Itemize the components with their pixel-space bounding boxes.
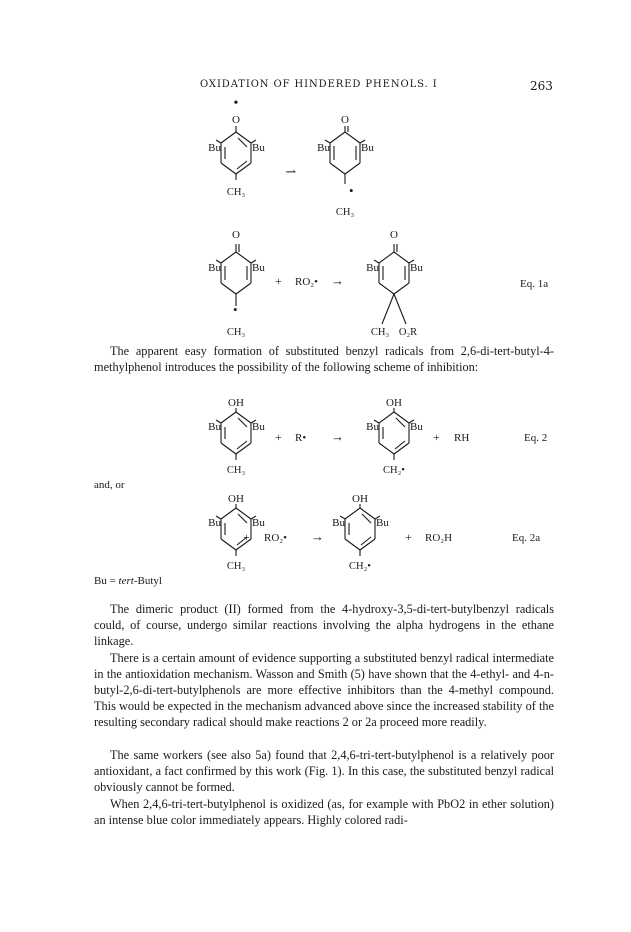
product-rh: RH: [454, 432, 470, 444]
oxygen-label: O: [232, 114, 240, 126]
equation-label-2: Eq. 2: [524, 432, 548, 444]
ring-bond: [379, 412, 394, 423]
bu-label: Bu: [366, 262, 379, 274]
bu-label: Bu: [410, 421, 423, 433]
bu-label: Bu: [208, 421, 221, 433]
resonance-arrow: ⇀: [285, 164, 297, 179]
equation-label-2a: Eq. 2a: [512, 532, 541, 544]
reagent-ro2-radical: RO₂•: [295, 276, 318, 288]
plus-sign: +: [275, 430, 282, 444]
hydroxyl-label: OH: [352, 493, 368, 505]
ring-bond: [236, 283, 251, 294]
bu-label: Bu: [252, 517, 265, 529]
paragraph: When 2,4,6-tri-tert-butylphenol is oxidized (as, for example with PbO2 in ether solution) an intense blue color immediately appears. Highly colored radi-: [94, 797, 554, 828]
bu-label: Bu: [252, 262, 265, 274]
ring-bond: [345, 539, 360, 550]
ring-bond: [221, 539, 236, 550]
substituent-bond: [382, 294, 394, 324]
ring-bond: [236, 508, 251, 519]
ring-double-bond: [237, 161, 247, 169]
ring-bond: [221, 252, 236, 263]
ring-bond: [345, 508, 360, 519]
ring-bond: [379, 443, 394, 454]
ring-bond: [236, 412, 251, 423]
page-number: 263: [530, 79, 553, 93]
ring-bond: [379, 283, 394, 294]
hydroxyl-label: OH: [228, 397, 244, 409]
paragraph: The same workers (see also 5a) found that 2,4,6-tri-tert-butylphenol is a relatively poor antioxidant, a fact confirmed by this work (Fig. 1). In this case, the substituted benzyl radical obviously cannot be formed.: [94, 748, 554, 795]
ring-double-bond: [395, 441, 405, 449]
ch2-radical-label: CH₂•: [349, 561, 371, 572]
ring-bond: [345, 132, 360, 143]
ch3-label: CH₃: [226, 187, 246, 198]
plus-sign: +: [405, 530, 412, 544]
radical-dot: •: [233, 302, 238, 317]
bu-label: Bu: [208, 517, 221, 529]
running-head-title: OXIDATION OF HINDERED PHENOLS. I: [200, 79, 438, 90]
oxygen-label: O: [341, 114, 349, 126]
ch3-label: CH₃: [226, 561, 246, 572]
ring-bond: [394, 252, 409, 263]
hydroxyl-label: OH: [386, 397, 402, 409]
abbreviation-definition: Bu = tert-Butyl: [94, 575, 162, 587]
plus-sign: +: [433, 430, 440, 444]
reaction-arrow: →: [311, 529, 324, 544]
hydroxyl-label: OH: [228, 493, 244, 505]
bu-label: Bu: [361, 142, 374, 154]
ring-bond: [360, 508, 375, 519]
paragraph: The dimeric product (II) formed from the 4-hydroxy-3,5-di-tert-butylbenzyl radicals could, of course, undergo similar reactions involving the alpha hydrogens in the ethane linkage.: [94, 602, 554, 649]
product-ro2h: RO₂H: [425, 532, 453, 544]
bu-label: Bu: [252, 142, 265, 154]
bu-label: Bu: [208, 262, 221, 274]
reaction-arrow: →: [331, 273, 344, 288]
bu-label: Bu: [410, 262, 423, 274]
ch3-label: CH₃: [226, 465, 246, 476]
oxygen-label: O: [232, 229, 240, 241]
plus-sign: +: [275, 274, 282, 288]
ring-bond: [221, 412, 236, 423]
ring-bond: [221, 163, 236, 174]
radical-dot: •: [349, 183, 354, 198]
and-or-label: and, or: [94, 479, 125, 491]
ring-bond: [345, 163, 360, 174]
paragraph: There is a certain amount of evidence supporting a substituted benzyl radical intermediate in the antioxidation mechanism. Wasson and Smith (5) have shown that the 4-ethyl- and 4-n-butyl-2,6-di-tert-butylphenols are more effective inhibitors than the 4-methyl compound. This would be expected in the mechanism advanced above since the increased stability of the resulting secondary radical should make reactions 2 or 2a proceed more readily.: [94, 651, 554, 730]
substituent-bond: [394, 294, 406, 324]
radical-dot: •: [233, 96, 239, 111]
ring-bond: [221, 443, 236, 454]
ring-bond: [221, 283, 236, 294]
ring-bond: [221, 508, 236, 519]
ch3-label: CH₃: [335, 207, 355, 218]
equation-label-1a: Eq. 1a: [520, 278, 549, 290]
bu-label: Bu: [376, 517, 389, 529]
bu-label: Bu: [208, 142, 221, 154]
reaction-arrow: →: [331, 429, 344, 444]
ring-bond: [330, 132, 345, 143]
ring-bond: [394, 412, 409, 423]
bu-label: Bu: [366, 421, 379, 433]
ring-double-bond: [361, 537, 371, 545]
ring-bond: [330, 163, 345, 174]
o2r-label: O₂R: [398, 327, 418, 338]
ring-bond: [394, 283, 409, 294]
paragraph: The apparent easy formation of substituted benzyl radicals from 2,6-di-tert-butyl-4-methylphenol introduces the possibility of the following scheme of inhibition:: [94, 344, 554, 375]
benzene-rings: [216, 126, 414, 556]
bu-label: Bu: [317, 142, 330, 154]
oxygen-label: O: [390, 229, 398, 241]
reagent-ro2-radical: RO₂•: [264, 532, 287, 544]
bu-label: Bu: [332, 517, 345, 529]
ch3-label: CH₃: [226, 327, 246, 338]
ch3-label: CH₃: [370, 327, 390, 338]
ring-double-bond: [237, 441, 247, 449]
ring-bond: [236, 132, 251, 143]
ring-bond: [221, 132, 236, 143]
plus-sign: +: [243, 530, 250, 544]
ring-bond: [236, 252, 251, 263]
ch2-radical-label: CH₂•: [383, 465, 405, 476]
reagent-r-radical: R•: [295, 432, 307, 444]
bu-label: Bu: [252, 421, 265, 433]
ring-bond: [379, 252, 394, 263]
